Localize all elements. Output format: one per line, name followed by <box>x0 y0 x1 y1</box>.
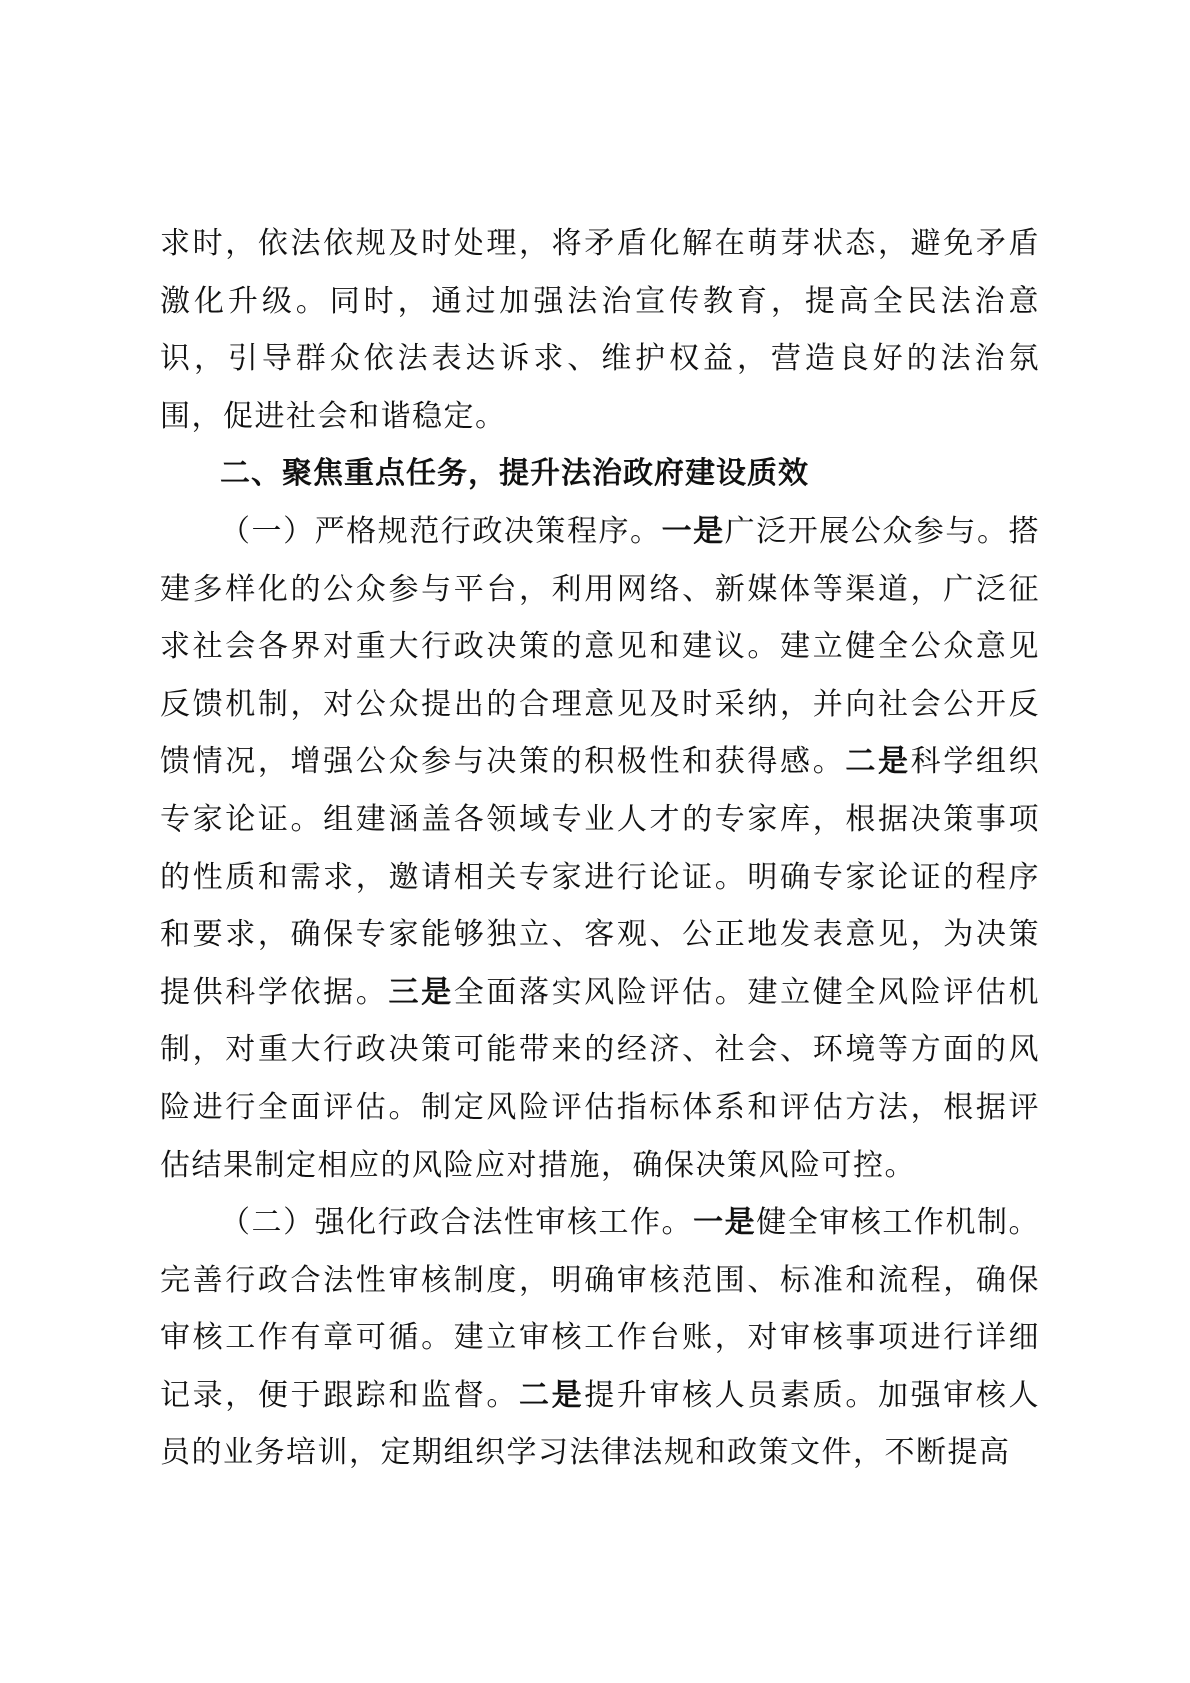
subsection-title: （一）严格规范行政决策程序。 <box>220 513 662 549</box>
subsection-text: 健全审核工作机制。完善行政合法性审核制度，明确审核范围、标准和流程，确保审核工作有章可循。建立审核工作台账，对审核事项进行详细记录，便于跟踪和监督。 <box>160 1205 1041 1413</box>
subsection-text: 提升审核人员素质。加强审核人员的业务培训，定期组织学习法律法规和政策文件，不断提高 <box>160 1377 1041 1471</box>
keyword-third: 三是 <box>388 974 454 1010</box>
section-heading: 二、聚焦重点任务，提升法治政府建设质效 <box>220 456 809 492</box>
subsection-decision-procedure <box>160 503 1040 1194</box>
paragraph-continuation: 求时，依法依规及时处理，将矛盾化解在萌芽状态，避免矛盾激化升级。同时，通过加强法治宣传教育，提高全民法治意识，引导群众依法表达诉求、维护权益，营造良好的法治氛围，促进社会和谐稳定。 <box>160 226 1040 434</box>
subsection-text: 广泛开展公众参与。搭建多样化的公众参与平台，利用网络、新媒体等渠道，广泛征求社会各界对重大行政决策的意见和建议。建立健全公众意见反馈机制，对公众提出的合理意见及时采纳，并向社会公开反馈情况，增强公众参与决策的积极性和获得感。 <box>160 513 1041 780</box>
keyword-first: 一是 <box>693 1205 757 1241</box>
subsection-text: 科学组织专家论证。组建涵盖各领域专业人才的专家库，根据决策事项的性质和需求，邀请相关专家进行论证。明确专家论证的程序和要求，确保专家能够独立、客观、公正地发表意见，为决策提供科学依据。 <box>160 744 1041 1010</box>
keyword-first: 一是 <box>661 513 725 549</box>
document-body <box>160 215 1040 1482</box>
keyword-second: 二是 <box>518 1377 585 1413</box>
subsection-text: 全面落实风险评估。建立健全风险评估机制，对重大行政决策可能带来的经济、社会、环境等方面的风险进行全面评估。制定风险评估指标体系和评估方法，根据评估结果制定相应的风险应对措施，确保决策风险可控。 <box>160 974 1041 1183</box>
subsection-title: （二）强化行政合法性审核工作。 <box>220 1205 694 1241</box>
subsection-legality-review <box>160 1194 1040 1482</box>
keyword-second: 二是 <box>845 744 911 780</box>
